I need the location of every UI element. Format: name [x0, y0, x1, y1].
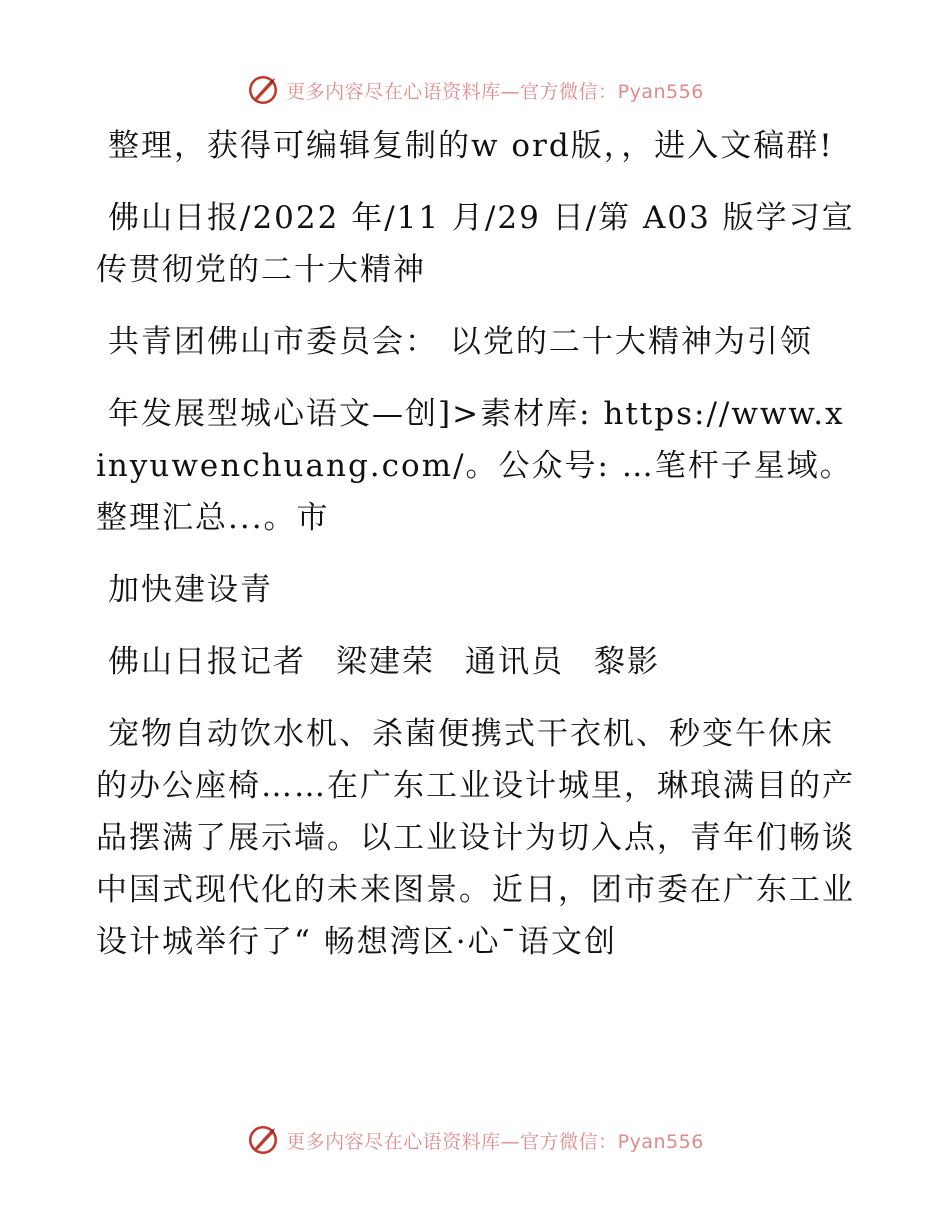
- paragraph-body: 宠物自动饮水机、杀菌便携式干衣机、秒变午休床的办公座椅……在广东工业设计城里，琳琅满目的产品摆满了展示墙。以工业设计为切入点，青年们畅谈中国式现代化的未来图景。近日，团市委在广东工业设计城举行了“ 畅想湾区·心¯语文创: [96, 716, 855, 960]
- correspondent-label: 通讯员: [465, 644, 564, 680]
- reporter-name: 梁建荣: [336, 644, 435, 680]
- paragraph-edit-notice: 整理，获得可编辑复制的w ord版，，进入文稿群!: [108, 128, 834, 164]
- paragraph-subheadline: 加快建设青: [108, 572, 273, 608]
- banner-text: 更多内容尽在心语资料库—官方微信：Pyan556: [286, 80, 704, 103]
- paragraph-source: 佛山日报/2022 年/11 月/29 日/第 A03 版学习宣传贯彻党的二十大精神: [96, 200, 855, 288]
- footer-banner: [0, 1118, 950, 1162]
- reporter-label: 佛山日报记者: [108, 644, 306, 680]
- paragraph-headline: 共青团佛山市委员会： 以党的二十大精神为引领: [108, 324, 813, 360]
- quill-circle-logo-icon: [246, 73, 280, 107]
- paragraph-watermark-text: 年发展型城心语文—创]>素材库: https://www.xinyuwenchuang.com/。公众号: …笔杆子星域。整理汇总...。市: [96, 396, 853, 536]
- quill-circle-logo-icon: [246, 1123, 280, 1157]
- header-banner: [0, 68, 950, 112]
- document-body: [96, 120, 856, 988]
- banner-text: 更多内容尽在心语资料库—官方微信：Pyan556: [286, 1130, 704, 1153]
- correspondent-name: 黎影: [594, 644, 660, 680]
- byline: [96, 636, 856, 688]
